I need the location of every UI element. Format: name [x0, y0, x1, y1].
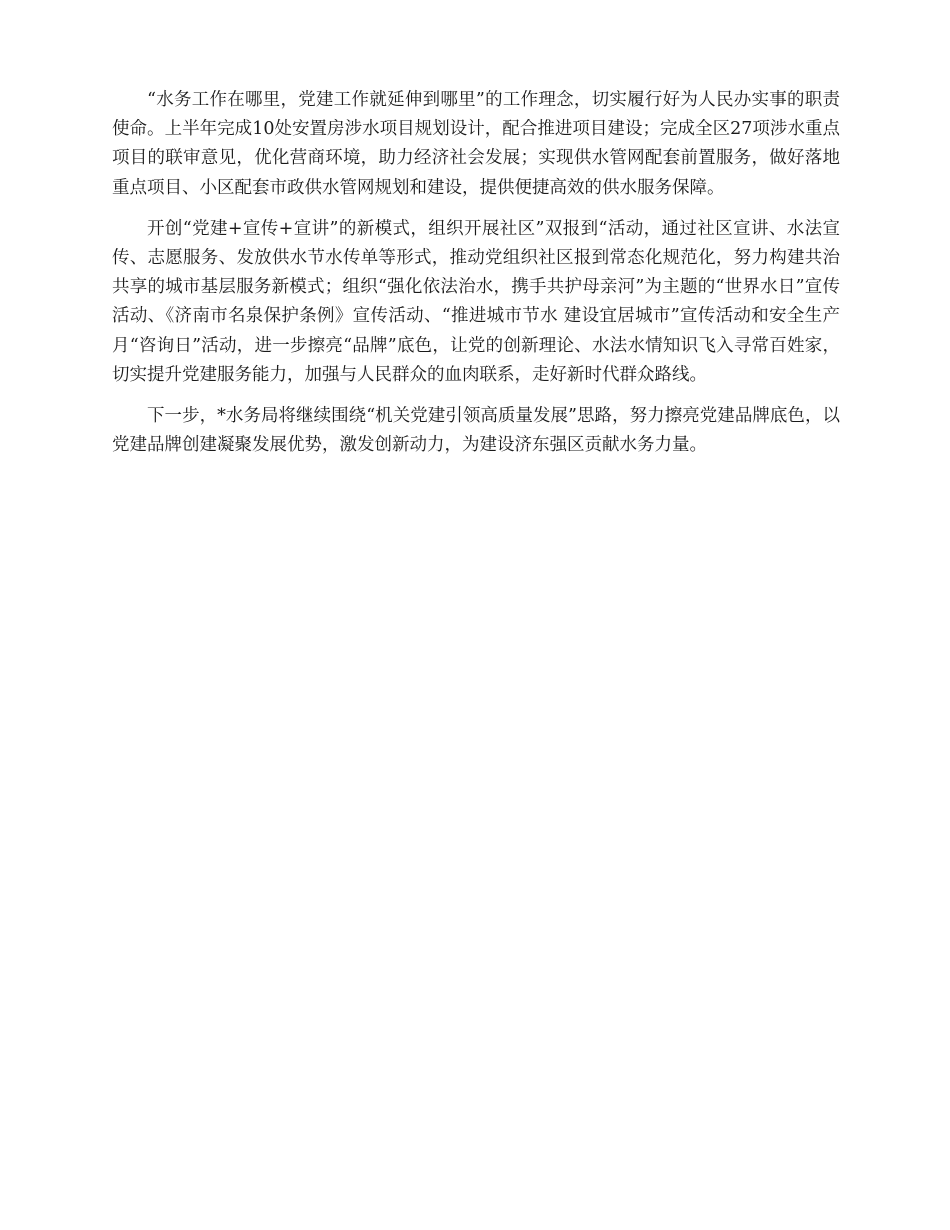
paragraph-3: 下一步，*水务局将继续围绕“机关党建引领高质量发展”思路，努力擦亮党建品牌底色，以党建品牌创建凝聚发展优势，激发创新动力，为建设济东强区贡献水务力量。 — [112, 406, 840, 456]
paragraph-2: 开创“党建+宣传+宣讲”的新模式，组织开展社区”双报到“活动，通过社区宣讲、水法宣传、志愿服务、发放供水节水传单等形式，推动党组织社区报到常态化规范化，努力构建共治共享的城市基层服务新模式；组织“强化依法治水，携手共护母亲河”为主题的“世界水日”宣传活动、《济南市名泉保护条例》宣传活动、“推进城市节水 建设宜居城市”宣传活动和安全生产月“咨询日”活动，进一步擦亮“品牌”底色，让党的创新理论、水法水情知识飞入寻常百姓家，切实提升党建服务能力，加强与人民群众的血肉联系，走好新时代群众路线。 — [112, 218, 840, 385]
paragraph-1: “水务工作在哪里，党建工作就延伸到哪里”的工作理念，切实履行好为人民办实事的职责使命。上半年完成10处安置房涉水项目规划设计，配合推进项目建设；完成全区27项涉水重点项目的联审意见，优化营商环境，助力经济社会发展；实现供水管网配套前置服务，做好落地重点项目、小区配套市政供水管网规划和建设，提供便捷高效的供水服务保障。 — [112, 90, 840, 198]
document-body — [112, 86, 840, 472]
